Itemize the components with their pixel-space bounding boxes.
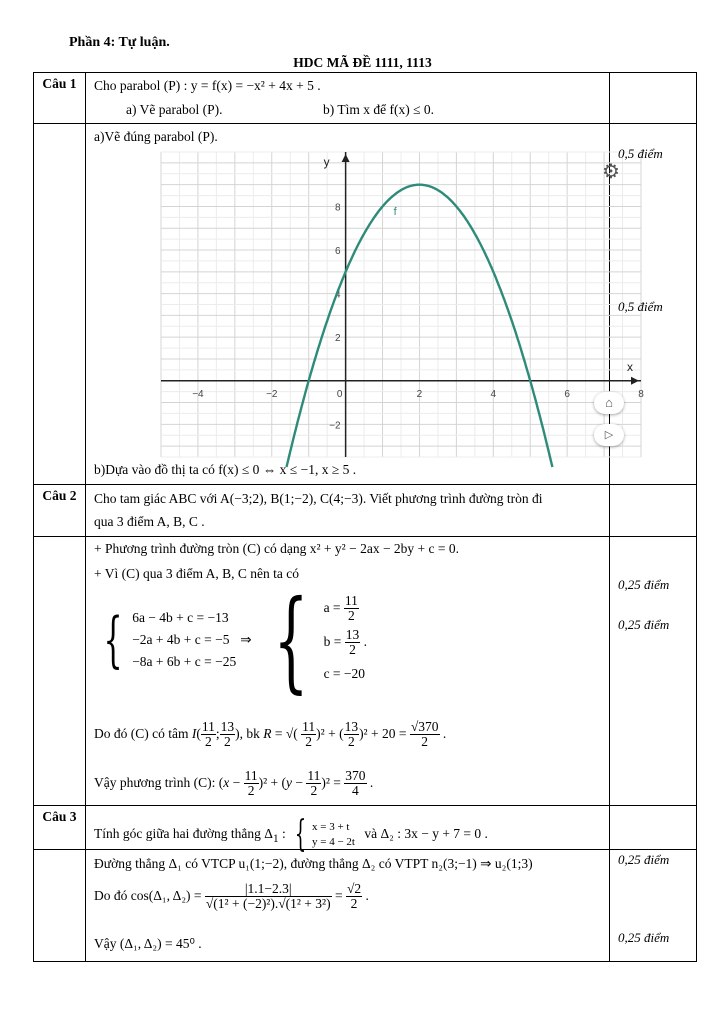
radius-text: bk	[246, 725, 260, 741]
question-3-solution-line-1: Đường thẳng Δ₁ có VTCP u₁(1;−2), đường thẳng Δ₂ có VTPT n₂(3;−1) ⇒ u₂(1;3)	[94, 856, 533, 871]
solution-c: c = −20	[323, 666, 366, 681]
question-2-solution-line-1: + Phương trình đường tròn (C) có dạng x² + y² − 2ax − 2by + c = 0.	[94, 541, 460, 556]
question-1-prompt-cell	[86, 73, 610, 124]
y-tick-label: 8	[335, 202, 341, 214]
equation-1: 6a − 4b + c = −13	[132, 610, 229, 625]
x-tick-label: −4	[192, 388, 204, 400]
question-2-label: Câu 2	[34, 485, 86, 537]
y-tick-label: 2	[335, 333, 341, 345]
question-2-solution-line-2: + Vì (C) qua 3 điểm A, B, C nên ta có	[94, 566, 299, 581]
x-axis-label: x	[627, 359, 633, 374]
final-rhs-num: 370	[345, 768, 366, 783]
cosine-den: √(1² + (−2)²).√(1² + 3²)	[205, 896, 331, 912]
question-1-solution-a: a)Vẽ đúng parabol (P).	[94, 129, 218, 144]
circle-center-radius: Do đó (C) có tâm I( $\frac{11}{2}$ ; $\frac{13}{2}$ ), bk R = √( $\frac{11}{2}$ )² + ( $\frac{13}{2}$ )² + 20 = $\frac{√370}{2}$ .	[94, 719, 447, 750]
equation-3: −8a + 6b + c = −25	[132, 654, 237, 669]
question-2-solution-cell	[86, 537, 610, 806]
score-q3-1: 0,25 điểm	[618, 852, 670, 867]
final-rhs-den: 4	[352, 783, 359, 799]
graphics-view-icon[interactable]: ▷	[594, 424, 624, 446]
gear-icon[interactable]: ⚙	[602, 161, 620, 183]
cosine-result-num: √2	[346, 881, 362, 896]
line-2-equation: và Δ₂ : 3x − y + 7 = 0 .	[364, 826, 488, 842]
question-1-part-b: b) Tìm x để f(x) ≤ 0.	[323, 102, 435, 117]
question-3-solution-line-3: Vậy (Δ₁, Δ₂) = 45⁰ .	[94, 936, 202, 951]
question-3-solution-cell	[86, 850, 610, 962]
solution-a-den: 2	[348, 608, 355, 624]
solution-b-label: b =	[323, 634, 342, 649]
radius-value-den: 2	[421, 734, 429, 750]
equation-system: { 6a − 4b + c = −13 −2a + 4b + c = −5 −8a + 6b + c = −25 ⇒ { a = $\frac{11}{2}$ b = $\frac{13}{2}$ . c = −20	[103, 576, 367, 704]
solution-a-num: 11	[344, 593, 358, 609]
y-tick-label: 6	[335, 246, 341, 258]
question-1-solution-b: b)Dựa vào đồ thị ta có f(x) ≤ 0 ⇔ x ≤ −1, x ≥ 5 .	[94, 462, 357, 477]
x-tick-label: −2	[266, 388, 278, 400]
line-1-y-equation: y = 4 − 2t	[311, 836, 355, 848]
x-tick-label: 2	[416, 388, 423, 400]
home-icon[interactable]: ⌂	[594, 392, 624, 414]
center-text: Do đó (C) có tâm	[94, 725, 189, 741]
question-3-prompt: Tính góc giữa hai đường thẳng $\Delta_1$ : { x = 3 + t y = 4 − 2t và Δ₂ : 3x − y + 7 = 0 .	[94, 814, 488, 855]
line-1-x-equation: x = 3 + t	[311, 821, 350, 833]
final-equation-label: Vậy phương trình (C):	[94, 774, 216, 790]
y-tick-label: 4	[335, 289, 341, 301]
solution-b-den: 2	[349, 642, 356, 658]
question-2-prompt-cell	[86, 485, 610, 537]
question-1-label: Câu 1	[34, 73, 86, 124]
cosine-result-den: 2	[350, 896, 358, 912]
circle-equation: Vậy phương trình (C): (x − $\frac{11}{2}$ )² + (y − $\frac{11}{2}$ )² = $\frac{370}{4}$ .	[94, 768, 374, 799]
x-tick-label: 6	[564, 388, 570, 400]
parabola-svg[interactable]	[161, 152, 644, 457]
question-3-text: Tính góc giữa hai đường thẳng	[94, 826, 261, 842]
question-2-prompt-line-2: qua 3 điểm A, B, C .	[94, 514, 205, 529]
score-q1-a: 0,5 điểm	[618, 146, 663, 161]
radius-value-num: √370	[410, 719, 439, 734]
x-tick-label: 0	[336, 388, 343, 400]
parabola-graph[interactable]	[161, 152, 644, 457]
question-1-part-a: a) Vẽ parabol (P).	[126, 102, 223, 117]
score-q1-b: 0,5 điểm	[618, 299, 663, 314]
equation-2: −2a + 4b + c = −5	[132, 632, 230, 647]
question-3-prompt-cell	[86, 806, 610, 855]
solution-b-num: 13	[345, 627, 360, 643]
part-title: Phần 4: Tự luận.	[69, 35, 170, 50]
cosine-label: Do đó cos(Δ₁, Δ₂) =	[94, 887, 202, 903]
y-tick-label: −2	[329, 420, 341, 432]
x-tick-label: 8	[638, 388, 644, 400]
answer-table	[33, 72, 697, 962]
score-q3-2: 0,25 điểm	[618, 930, 670, 945]
x-tick-label: 4	[490, 388, 497, 400]
score-q2-1: 0,25 điểm	[618, 577, 670, 592]
cosine-num: |1.1−2.3|	[205, 882, 332, 897]
y-axis-label: y	[323, 155, 330, 169]
question-3-solution-line-2: Do đó cos(Δ₁, Δ₂) = $\frac{|1.1-2.3|}{\text{√(1² + (−2)²).√(1² + 3²)}}$ = $\frac{√2}{2}$ .	[94, 881, 369, 912]
y-axis-arrow	[342, 154, 350, 162]
question-2-prompt-line-1: Cho tam giác ABC với A(−3;2), B(1;−2), C(4;−3). Viết phương trình đường tròn đi	[94, 491, 543, 506]
question-3-label: Câu 3	[34, 806, 86, 850]
question-1-prompt: Cho parabol (P) : y = f(x) = −x² + 4x + 5 .	[94, 78, 321, 93]
document-title: HDC MÃ ĐỀ 1111, 1113	[293, 55, 432, 70]
solution-a-label: a =	[323, 600, 341, 615]
score-q2-2: 0,25 điểm	[618, 617, 670, 632]
series-label-f: f	[393, 206, 397, 219]
